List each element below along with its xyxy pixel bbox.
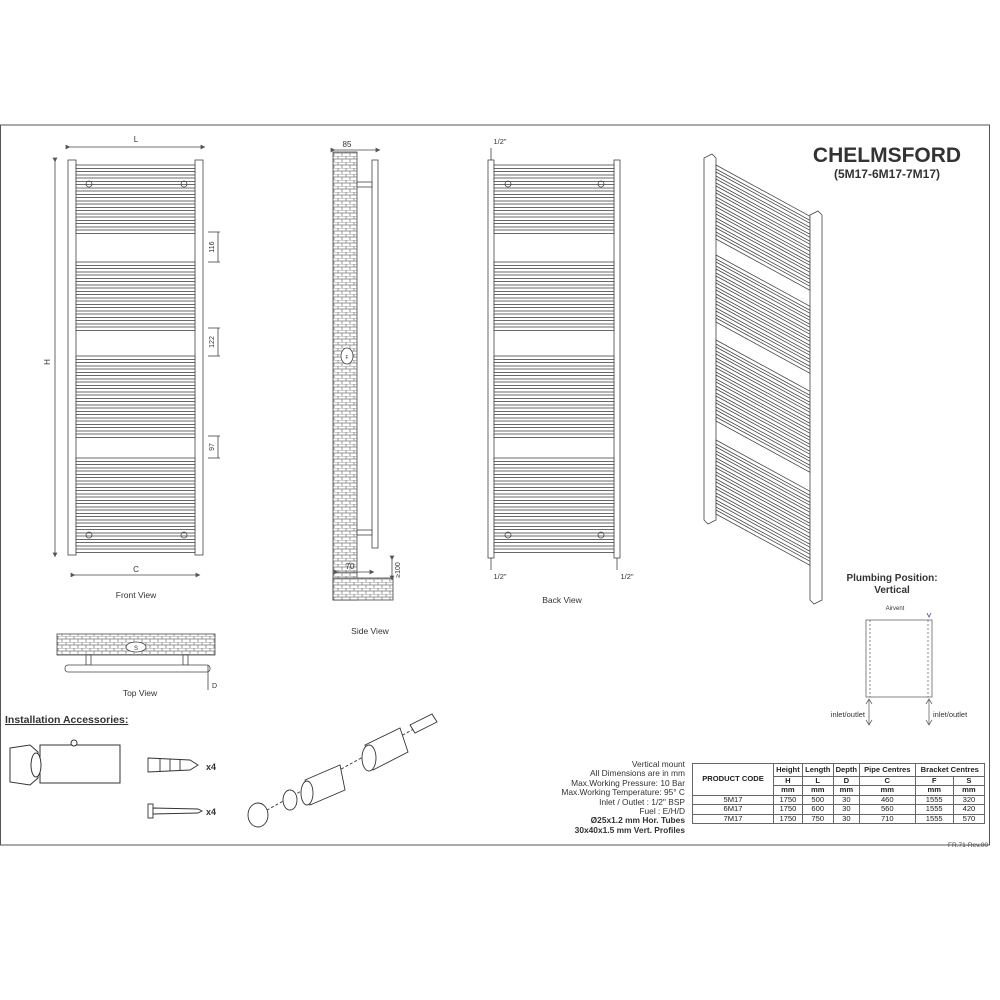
cell: 1555	[915, 805, 953, 815]
towel-bar	[76, 356, 195, 360]
exploded-assembly-icon	[248, 714, 437, 827]
towel-bar	[76, 191, 195, 195]
cell: 750	[802, 814, 833, 824]
towel-bar	[76, 327, 195, 331]
unit-cell: mm	[802, 786, 833, 796]
towel-bar	[76, 408, 195, 412]
dim-label-depth: 85	[342, 140, 352, 149]
towel-bar	[76, 185, 195, 189]
cell: 420	[953, 805, 984, 815]
towel-bar	[494, 191, 614, 195]
towel-bar	[494, 465, 614, 469]
towel-bar	[76, 308, 195, 312]
anchor-qty: x4	[206, 762, 217, 772]
towel-bar	[494, 178, 614, 182]
gap-label: 122	[209, 336, 216, 348]
towel-bar	[76, 421, 195, 425]
towel-bar	[76, 295, 195, 299]
spec-line: Inlet / Outlet : 1/2" BSP	[599, 796, 685, 807]
towel-bar	[494, 295, 614, 299]
screw-icon	[148, 804, 202, 818]
unit-cell: mm	[860, 786, 916, 796]
towel-bar	[76, 178, 195, 182]
towel-bar	[76, 465, 195, 469]
wall	[333, 152, 357, 600]
towel-bar	[494, 458, 614, 462]
specifications-text	[561, 760, 685, 835]
symbol-cell: C	[860, 776, 916, 786]
towel-bar	[494, 434, 614, 438]
towel-bar	[494, 288, 614, 292]
s-marker-label: S	[133, 646, 139, 652]
towel-bar	[76, 269, 195, 273]
column-header: Height	[774, 764, 803, 777]
towel-bar	[76, 517, 195, 521]
towel-bar	[76, 217, 195, 221]
accessories-title: Installation Accessories:	[5, 714, 129, 726]
towel-bar	[494, 484, 614, 488]
towel-bar	[76, 275, 195, 279]
towel-bar	[494, 230, 614, 234]
towel-bar	[494, 172, 614, 176]
towel-bar	[494, 198, 614, 202]
f-marker-label: F	[345, 355, 349, 361]
cell: 320	[953, 795, 984, 805]
cell: 30	[833, 814, 859, 824]
dim-label-100: ≥100	[395, 562, 402, 578]
towel-bar	[76, 224, 195, 228]
bracket	[357, 182, 372, 187]
towel-bar	[494, 395, 614, 399]
towel-bar	[76, 536, 195, 540]
spec-line: All Dimensions are in mm	[590, 768, 685, 779]
product-code: 5M17	[693, 795, 774, 805]
towel-bar	[76, 363, 195, 367]
towel-bar	[76, 282, 195, 286]
towel-bar	[494, 165, 614, 169]
table-row	[693, 814, 985, 824]
towel-bar	[76, 288, 195, 292]
back-view	[488, 148, 620, 570]
column-header: Bracket Centres	[915, 764, 984, 777]
towel-bar	[76, 198, 195, 202]
front-view-label: Front View	[115, 590, 157, 600]
product-title: CHELMSFORD	[812, 144, 962, 167]
top-view	[57, 634, 218, 690]
towel-bar	[76, 230, 195, 234]
side-view-label: Side View	[351, 626, 389, 636]
towel-bar	[494, 478, 614, 482]
towel-bar	[494, 269, 614, 273]
towel-bar	[494, 356, 614, 360]
perspective-view	[704, 154, 822, 604]
towel-bar	[494, 523, 614, 527]
product-subtitle: (5M17-6M17-7M17)	[833, 167, 941, 181]
towel-bar	[76, 484, 195, 488]
cell: 1555	[915, 795, 953, 805]
towel-bar	[76, 301, 195, 305]
towel-bar	[494, 224, 614, 228]
towel-bar	[76, 549, 195, 553]
cell: 570	[953, 814, 984, 824]
column-header: Length	[802, 764, 833, 777]
gap-label: 116	[209, 241, 216, 253]
column-header: Pipe Centres	[860, 764, 916, 777]
towel-bar	[76, 314, 195, 318]
airvent-label: Airvent	[885, 606, 905, 612]
towel-bar	[494, 204, 614, 208]
towel-bar	[76, 497, 195, 501]
unit-cell: mm	[953, 786, 984, 796]
towel-bar	[76, 478, 195, 482]
right-rail	[195, 160, 203, 555]
thread-label-bottom-left: 1/2"	[493, 572, 507, 581]
towel-bar	[494, 376, 614, 380]
towel-bar	[494, 549, 614, 553]
front-view	[55, 147, 220, 575]
plumbing-subtitle: Vertical	[874, 585, 910, 596]
airvent-icon	[927, 613, 931, 617]
towel-bar	[494, 282, 614, 286]
unit-cell: mm	[915, 786, 953, 796]
towel-bar	[76, 395, 195, 399]
towel-bar	[494, 217, 614, 221]
towel-bar	[494, 314, 614, 318]
towel-bar	[494, 543, 614, 547]
product-code: 7M17	[693, 814, 774, 824]
dimensions-table	[692, 763, 985, 824]
cell: 500	[802, 795, 833, 805]
revision-label: FR.71-Rev.00	[948, 842, 988, 849]
towel-bar	[76, 172, 195, 176]
wall-plug-icon	[148, 758, 198, 772]
towel-bar	[494, 327, 614, 331]
towel-bar	[76, 165, 195, 169]
inlet-arrow-icon	[866, 699, 872, 725]
dim-label-D: D	[212, 683, 218, 690]
dim-label-C: C	[133, 565, 139, 574]
symbol-cell: L	[802, 776, 833, 786]
towel-bar	[76, 434, 195, 438]
cell: 1555	[915, 814, 953, 824]
dim-label-L: L	[133, 135, 139, 144]
towel-bar	[76, 321, 195, 325]
cell: 710	[860, 814, 916, 824]
column-header: Depth	[833, 764, 859, 777]
towel-bar	[494, 262, 614, 266]
towel-bar	[494, 211, 614, 215]
cell: 460	[860, 795, 916, 805]
towel-bar	[494, 530, 614, 534]
towel-bar	[494, 185, 614, 189]
product-code: 6M17	[693, 805, 774, 815]
towel-bar	[494, 517, 614, 521]
unit-cell: mm	[774, 786, 803, 796]
towel-bar	[494, 510, 614, 514]
unit-cell: mm	[833, 786, 859, 796]
floor	[333, 578, 393, 600]
towel-bar	[76, 382, 195, 386]
towel-bar	[76, 428, 195, 432]
left-rail	[68, 160, 76, 555]
bracket-icon	[10, 740, 120, 785]
towel-bar	[494, 415, 614, 419]
inlet-arrow-icon	[926, 699, 932, 725]
towel-bar	[494, 491, 614, 495]
towel-bar	[494, 421, 614, 425]
cell: 1750	[774, 814, 803, 824]
symbol-cell: H	[774, 776, 803, 786]
towel-bar	[494, 301, 614, 305]
towel-bar	[494, 471, 614, 475]
spec-line: 30x40x1.5 mm Vert. Profiles	[574, 824, 685, 835]
table-row	[693, 805, 985, 815]
symbol-cell: F	[915, 776, 953, 786]
towel-bar	[76, 458, 195, 462]
cell: 1750	[774, 795, 803, 805]
towel-bar	[76, 389, 195, 393]
cell: 1750	[774, 805, 803, 815]
towel-bar	[494, 408, 614, 412]
towel-bar	[76, 504, 195, 508]
towel-bar	[494, 428, 614, 432]
towel-bar	[494, 308, 614, 312]
product-code-header: PRODUCT CODE	[693, 764, 774, 796]
side-view	[333, 150, 393, 600]
towel-bar	[76, 376, 195, 380]
towel-bar	[76, 510, 195, 514]
towel-bar	[76, 211, 195, 215]
towel-bar	[494, 275, 614, 279]
towel-bar	[76, 471, 195, 475]
gap-label: 97	[209, 443, 216, 451]
towel-bar	[76, 523, 195, 527]
thread-label-top: 1/2"	[493, 137, 507, 146]
dim-label-H: H	[43, 359, 52, 365]
towel-bar	[494, 363, 614, 367]
back-view-label: Back View	[542, 595, 582, 605]
spec-line: Max.Working Pressure: 10 Bar	[571, 777, 685, 788]
towel-bar	[76, 402, 195, 406]
towel-bar	[76, 415, 195, 419]
thread-label-bottom-right: 1/2"	[620, 572, 634, 581]
towel-bar	[76, 204, 195, 208]
towel-bar	[76, 530, 195, 534]
towel-bars	[494, 165, 614, 553]
towel-bar	[494, 536, 614, 540]
dim-label-70: 70	[345, 562, 355, 571]
towel-bar	[494, 402, 614, 406]
towel-bar	[76, 491, 195, 495]
bracket	[357, 530, 372, 535]
towel-bar	[76, 369, 195, 373]
cell: 560	[860, 805, 916, 815]
towel-bar	[76, 543, 195, 547]
towel-bar	[494, 382, 614, 386]
cell: 30	[833, 795, 859, 805]
spec-line: Vertical mount	[631, 759, 685, 769]
symbol-cell: S	[953, 776, 984, 786]
plumbing-title: Plumbing Position:	[846, 573, 938, 584]
screw-qty: x4	[206, 807, 217, 817]
towel-bar	[494, 504, 614, 508]
towel-bar	[494, 389, 614, 393]
symbol-cell: D	[833, 776, 859, 786]
top-view-label: Top View	[122, 688, 158, 698]
plumbing-diagram	[866, 613, 932, 725]
towel-bar	[494, 321, 614, 325]
inlet-label-right: inlet/outlet	[933, 710, 968, 719]
spec-line: Ø25x1.2 mm Hor. Tubes	[590, 815, 685, 826]
cell: 30	[833, 805, 859, 815]
towel-bar	[494, 369, 614, 373]
spec-line: Fuel : E/H/D	[639, 806, 685, 817]
spec-line: Max.Working Temperature: 95° C	[561, 787, 685, 798]
towel-bars	[76, 165, 195, 553]
cell: 600	[802, 805, 833, 815]
towel-bar	[494, 497, 614, 501]
inlet-label-left: inlet/outlet	[830, 710, 865, 719]
towel-bar	[76, 262, 195, 266]
